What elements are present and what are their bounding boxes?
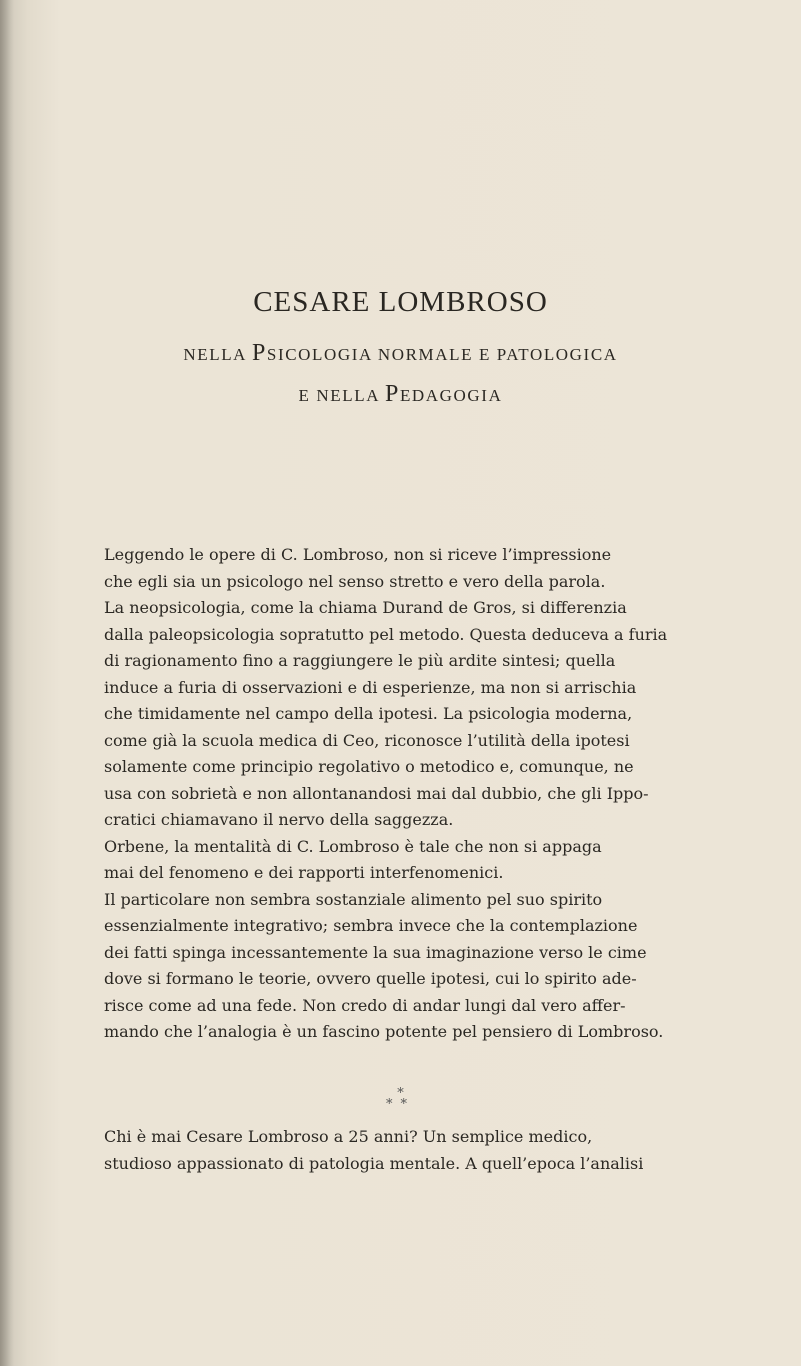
text-line: mando che l’analogia è un fascino potente pel pensiero di Lombroso. [104,1022,664,1041]
text-line: Chi è mai Cesare Lombroso a 25 anni? Un semplice medico, [104,1127,593,1146]
subtitle-line-2-prefix: E NELLA [298,386,385,405]
text-line: solamente come principio regolativo o metodico e, comunque, ne [104,757,634,776]
section-separator-bottom: ** [386,1097,415,1112]
binding-shadow [0,0,14,1366]
text-line: Il particolare non sembra sostanziale alimento pel suo spirito [104,889,603,909]
subtitle-line-2-rest: EDAGOGIA [399,386,503,405]
subtitle-line-2-cap: P [384,381,400,407]
body-paragraph-2 [104,1124,752,1177]
text-line: cratici chiamavano il nervo della saggezza. [104,810,454,829]
text-line: studioso appassionato di patologia mentale. A quell’epoca l’analisi [104,1153,644,1173]
text-line: Orbene, la mentalità di C. Lombroso è tale che non si appaga [104,836,602,856]
text-line: Leggendo le opere di C. Lombroso, non si riceve l’impressione [104,545,612,564]
text-line: che egli sia un psicologo nel senso stretto e vero della parola. [104,571,606,591]
subtitle-line-1 [0,340,801,367]
text-line: essenzialmente integrativo; sembra invece che la contemplazione [104,916,638,935]
text-line: La neopsicologia, come la chiama Durand de Gros, si differenzia [104,598,627,617]
subtitle-line-2 [0,381,801,408]
text-line: dove si formano le teorie, ovvero quelle ipotesi, cui lo spirito ade- [104,969,637,988]
text-line: usa con sobrietà e non allontanandosi mai dal dubbio, che gli Ippo- [104,783,649,803]
subtitle-line-1-cap: P [251,340,267,366]
text-line: dalla paleopsicologia sopratutto pel metodo. Questa deduceva a furia [104,624,668,644]
section-separator-top: * [397,1086,404,1101]
text-line: risce come ad una fede. Non credo di andar lungi dal vero affer- [104,995,626,1015]
text-line: induce a furia di osservazioni e di esperienze, ma non si arrischia [104,677,637,697]
text-line: di ragionamento fino a raggiungere le più ardite sintesi; quella [104,651,616,670]
body-paragraph-1 [104,542,752,1046]
text-line: dei fatti spinga incessantemente la sua imaginazione verso le cime [104,942,647,962]
text-line: che timidamente nel campo della ipotesi. La psicologia moderna, [104,704,633,723]
subtitle-line-1-prefix: NELLA [183,345,252,364]
subtitle-line-1-rest: SICOLOGIA NORMALE E PATOLOGICA [266,345,618,364]
text-line: mai del fenomeno e dei rapporti interfenomenici. [104,863,504,882]
text-line: come già la scuola medica di Ceo, riconosce l’utilità della ipotesi [104,730,630,750]
page-title: CESARE LOMBROSO [253,286,548,318]
